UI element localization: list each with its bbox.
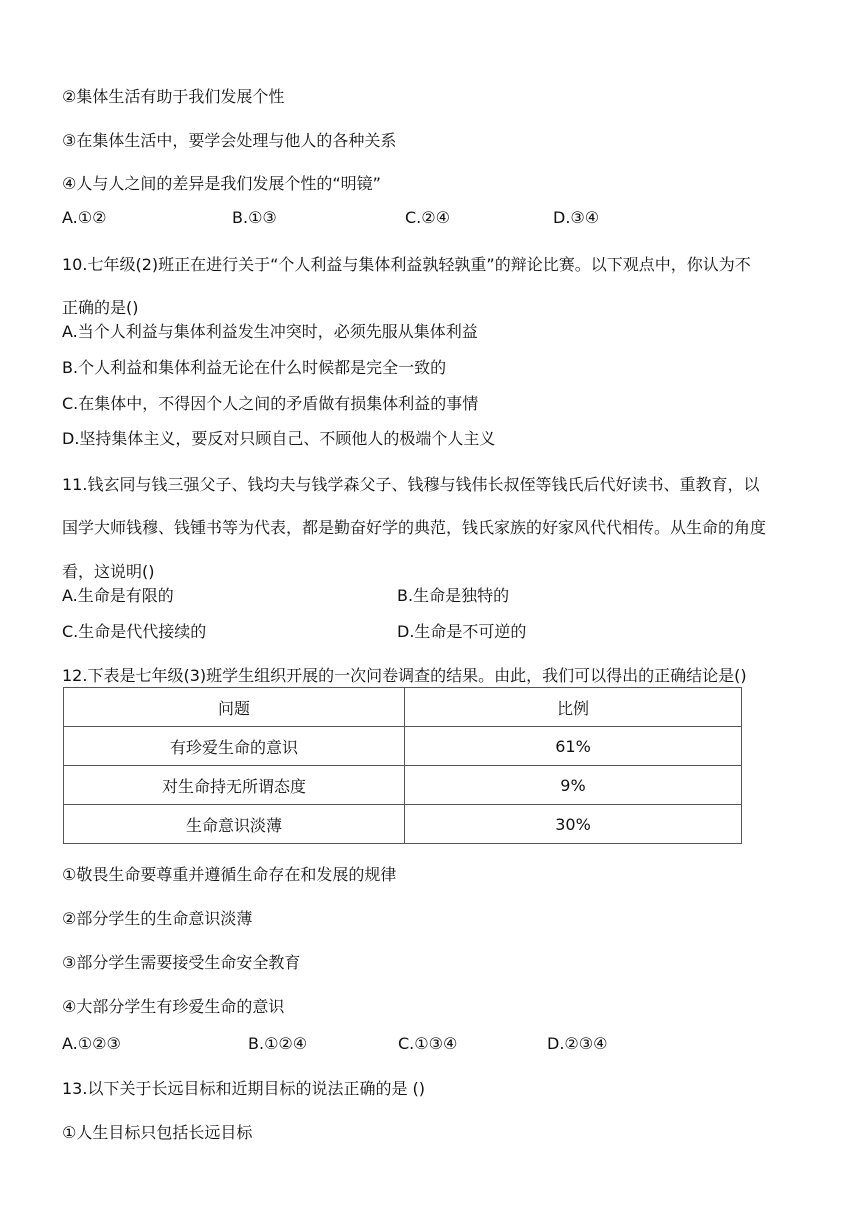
table-row: [64, 805, 742, 844]
q11-option-d: D.生命是不可逆的: [397, 622, 527, 641]
q11-stem-line2: 国学大师钱穆、钱锺书等为代表，都是勤奋好学的典范，钱氏家族的好家风代代相传。从生命的角度: [62, 518, 767, 537]
table-header-question: 问题: [64, 688, 405, 727]
q12-option-b: B.①②④: [248, 1034, 308, 1053]
table-cell-ratio: 30%: [405, 805, 742, 844]
table-cell-question: 生命意识淡薄: [64, 805, 405, 844]
table-row: [64, 766, 742, 805]
q12-item-2: ②部分学生的生命意识淡薄: [62, 909, 253, 928]
table-header-ratio: 比例: [405, 688, 742, 727]
q11-stem-line1: 11.钱玄同与钱三强父子、钱均夫与钱学森父子、钱穆与钱伟长叔侄等钱氏后代好读书、重教育，以: [62, 475, 760, 494]
q12-option-a: A.①②③: [62, 1034, 121, 1053]
table-cell-ratio: 61%: [405, 727, 742, 766]
q10-option-d: D.坚持集体主义，要反对只顾自己、不顾他人的极端个人主义: [62, 429, 496, 448]
q12-item-3: ③部分学生需要接受生命安全教育: [62, 953, 301, 972]
q12-item-1: ①敬畏生命要尊重并遵循生命存在和发展的规律: [62, 865, 397, 884]
q9-item-3: ③在集体生活中，要学会处理与他人的各种关系: [62, 131, 397, 150]
q11-option-b: B.生命是独特的: [397, 586, 510, 605]
q10-stem-line1: 10.七年级(2)班正在进行关于“个人利益与集体利益孰轻孰重”的辩论比赛。以下观点中，你认为不: [62, 255, 751, 274]
q9-item-4: ④人与人之间的差异是我们发展个性的“明镜”: [62, 174, 381, 193]
q13-stem: 13.以下关于长远目标和近期目标的说法正确的是 (): [62, 1079, 426, 1098]
q12-stem: 12.下表是七年级(3)班学生组织开展的一次问卷调查的结果。由此，我们可以得出的正确结论是(): [62, 666, 747, 685]
survey-table: [63, 687, 742, 844]
q11-stem-line3: 看，这说明(): [62, 562, 155, 581]
table-row: [64, 727, 742, 766]
table-header-row: [64, 688, 742, 727]
table-cell-question: 对生命持无所谓态度: [64, 766, 405, 805]
q12-option-c: C.①③④: [398, 1034, 458, 1053]
q9-item-2: ②集体生活有助于我们发展个性: [62, 87, 285, 106]
q10-option-a: A.当个人利益与集体利益发生冲突时，必须先服从集体利益: [62, 322, 478, 341]
q11-option-a: A.生命是有限的: [62, 586, 174, 605]
q9-option-d: D.③④: [553, 208, 600, 227]
q12-item-4: ④大部分学生有珍爱生命的意识: [62, 997, 285, 1016]
q10-option-c: C.在集体中，不得因个人之间的矛盾做有损集体利益的事情: [62, 394, 479, 413]
q10-stem-line2: 正确的是(): [62, 298, 139, 317]
q10-option-b: B.个人利益和集体利益无论在什么时候都是完全一致的: [62, 358, 447, 377]
q9-option-c: C.②④: [405, 208, 450, 227]
q9-option-b: B.①③: [232, 208, 277, 227]
q11-option-c: C.生命是代代接续的: [62, 622, 207, 641]
table-cell-question: 有珍爱生命的意识: [64, 727, 405, 766]
q12-option-d: D.②③④: [547, 1034, 608, 1053]
table-cell-ratio: 9%: [405, 766, 742, 805]
q13-item-1: ①人生目标只包括长远目标: [62, 1123, 253, 1142]
q9-option-a: A.①②: [62, 208, 107, 227]
